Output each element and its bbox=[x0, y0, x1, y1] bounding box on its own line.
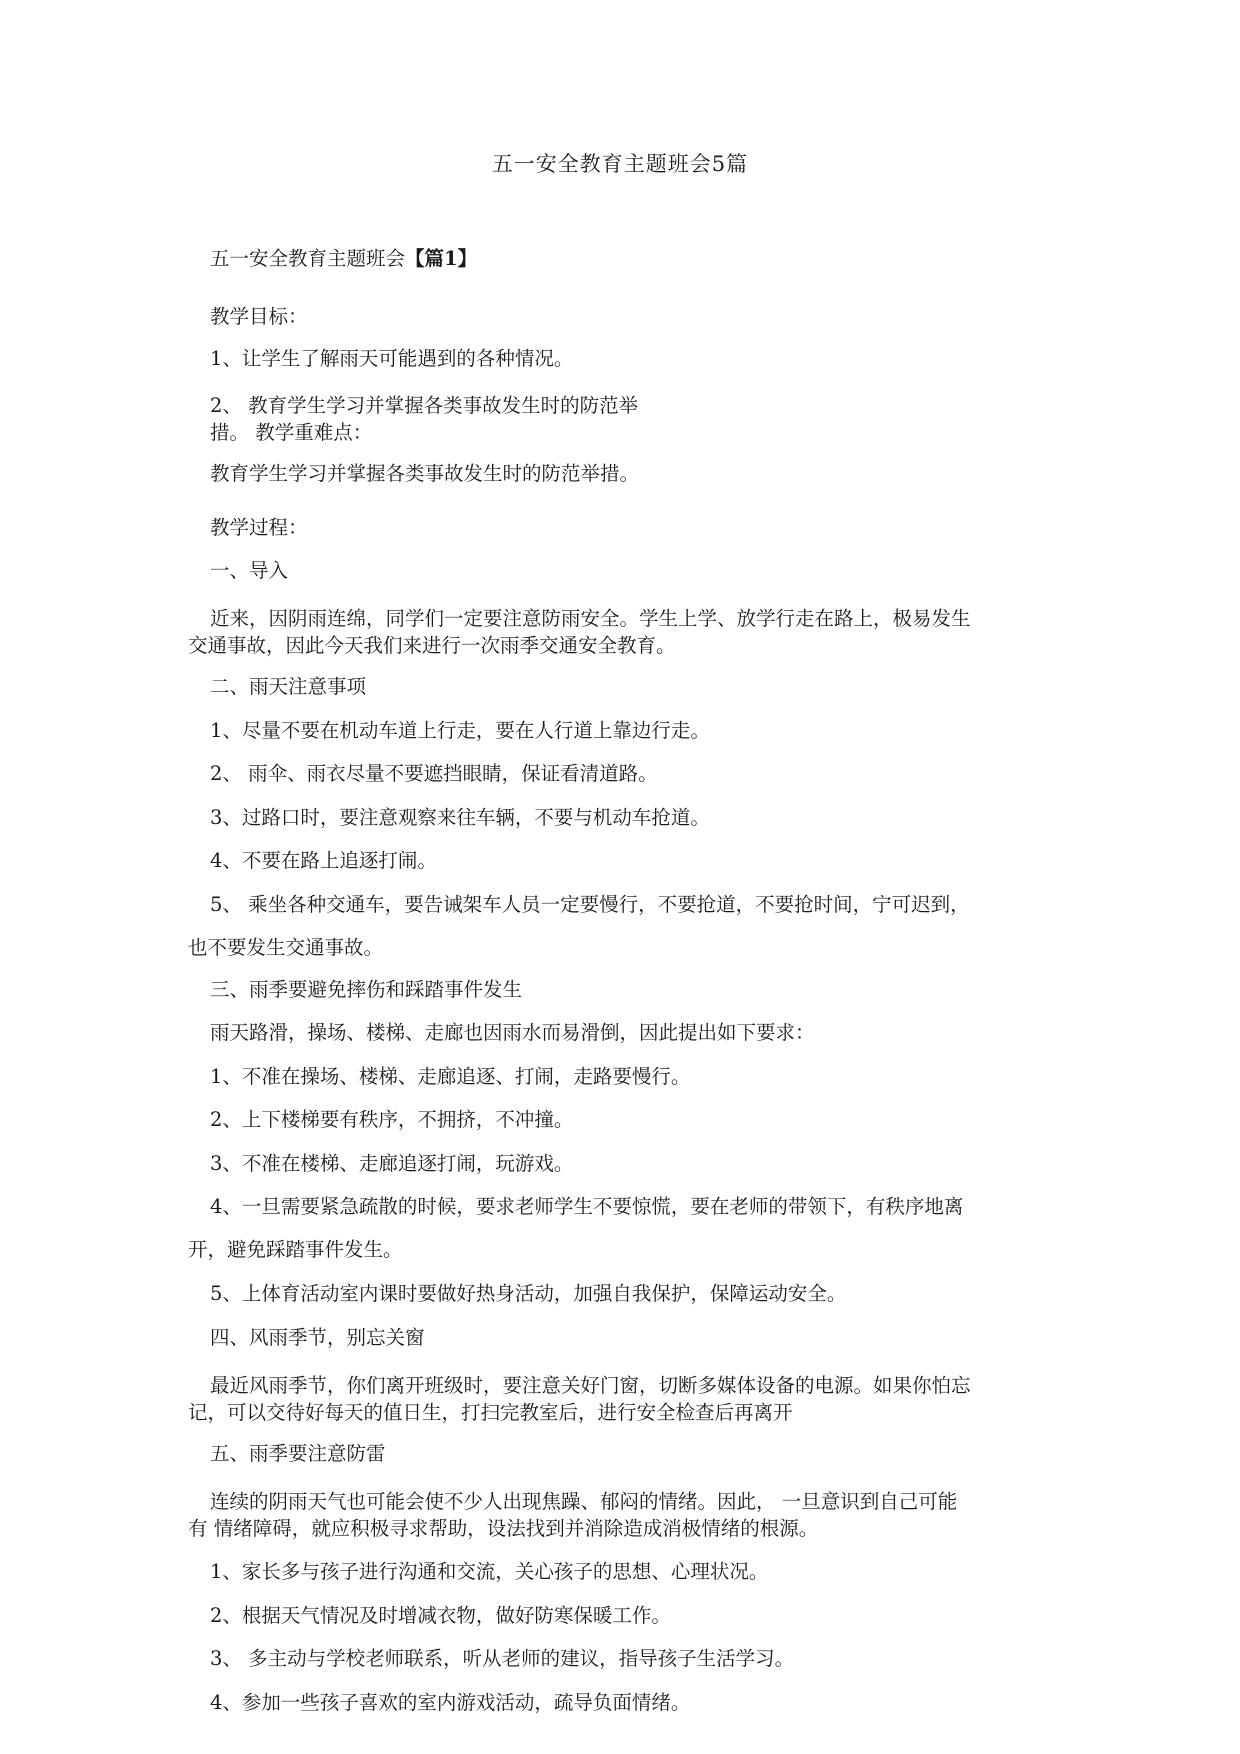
section-heading-number: 【篇1】 bbox=[405, 247, 478, 270]
text-line: 2、根据天气情况及时增减衣物，做好防寒保暖工作。 bbox=[210, 1604, 671, 1627]
text-line: 近来，因阴雨连绵，同学们一定要注意防雨安全。学生上学、放学行走在路上，极易发生 bbox=[210, 607, 971, 630]
text-line: 五、雨季要注意防雷 bbox=[210, 1442, 386, 1465]
text-line: 4、一旦需要紧急疏散的时候，要求老师学生不要惊慌，要在老师的带领下，有秩序地离 bbox=[210, 1195, 964, 1218]
text-line: 1、尽量不要在机动车道上行走，要在人行道上靠边行走。 bbox=[210, 719, 710, 742]
text-line: 1、不准在操场、楼梯、走廊追逐、打闹，走路要慢行。 bbox=[210, 1065, 691, 1088]
text-line: 教学过程： bbox=[210, 516, 308, 539]
text-line: 5、上体育活动室内课时要做好热身活动，加强自我保护，保障运动安全。 bbox=[210, 1282, 847, 1305]
text-line: 2、上下楼梯要有秩序，不拥挤，不冲撞。 bbox=[210, 1108, 574, 1131]
text-line: 1、让学生了解雨天可能遇到的各种情况。 bbox=[210, 347, 574, 370]
text-line: 开，避免踩踏事件发生。 bbox=[188, 1238, 403, 1261]
text-line: 记，可以交待好每天的值日生，打扫完教室后，进行安全检查后再离开 bbox=[188, 1401, 793, 1424]
section-heading bbox=[210, 246, 477, 272]
text-line: 5、 乘坐各种交通车，要告诫架车人员一定要慢行，不要抢道，不要抢时间，宁可迟到， bbox=[210, 893, 970, 916]
text-line: 3、过路口时，要注意观察来往车辆，不要与机动车抢道。 bbox=[210, 806, 710, 829]
text-line: 2、 教育学生学习并掌握各类事故发生时的防范举 bbox=[210, 394, 639, 417]
text-line: 也不要发生交通事故。 bbox=[188, 936, 384, 959]
text-line: 4、参加一些孩子喜欢的室内游戏活动，疏导负面情绪。 bbox=[210, 1691, 691, 1714]
text-line: 二、雨天注意事项 bbox=[210, 675, 367, 698]
text-line: 雨天路滑，操场、楼梯、走廊也因雨水而易滑倒，因此提出如下要求： bbox=[210, 1021, 815, 1044]
text-line: 教育学生学习并掌握各类事故发生时的防范举措。 bbox=[210, 462, 640, 485]
text-line: 3、不准在楼梯、走廊追逐打闹，玩游戏。 bbox=[210, 1152, 574, 1175]
text-line: 4、不要在路上追逐打闹。 bbox=[210, 849, 437, 872]
text-line: 一、导入 bbox=[210, 559, 289, 582]
text-line: 交通事故，因此今天我们来进行一次雨季交通安全教育。 bbox=[188, 634, 676, 657]
text-line: 有 情绪障碍，就应积极寻求帮助，设法找到并消除造成消极情绪的根源。 bbox=[188, 1517, 819, 1540]
text-line: 教学目标： bbox=[210, 305, 308, 328]
text-line: 1、家长多与孩子进行沟通和交流，关心孩子的思想、心理状况。 bbox=[210, 1560, 769, 1583]
text-line: 3、 多主动与学校老师联系，听从老师的建议，指导孩子生活学习。 bbox=[210, 1647, 795, 1670]
text-line: 连续的阴雨天气也可能会使不少人出现焦躁、郁闷的情绪。因此， 一旦意识到自己可能 bbox=[210, 1490, 958, 1513]
text-line: 三、雨季要避免摔伤和踩踏事件发生 bbox=[210, 978, 523, 1001]
text-line: 四、风雨季节，别忘关窗 bbox=[210, 1326, 425, 1349]
text-line: 2、 雨伞、雨衣尽量不要遮挡眼睛，保证看清道路。 bbox=[210, 762, 658, 785]
section-heading-text: 五一安全教育主题班会 bbox=[210, 247, 406, 270]
text-line: 措。 教学重难点： bbox=[210, 421, 373, 444]
page-title: 五一安全教育主题班会5篇 bbox=[491, 152, 749, 176]
text-line: 最近风雨季节，你们离开班级时，要注意关好门窗，切断多媒体设备的电源。如果你怕忘 bbox=[210, 1374, 971, 1397]
